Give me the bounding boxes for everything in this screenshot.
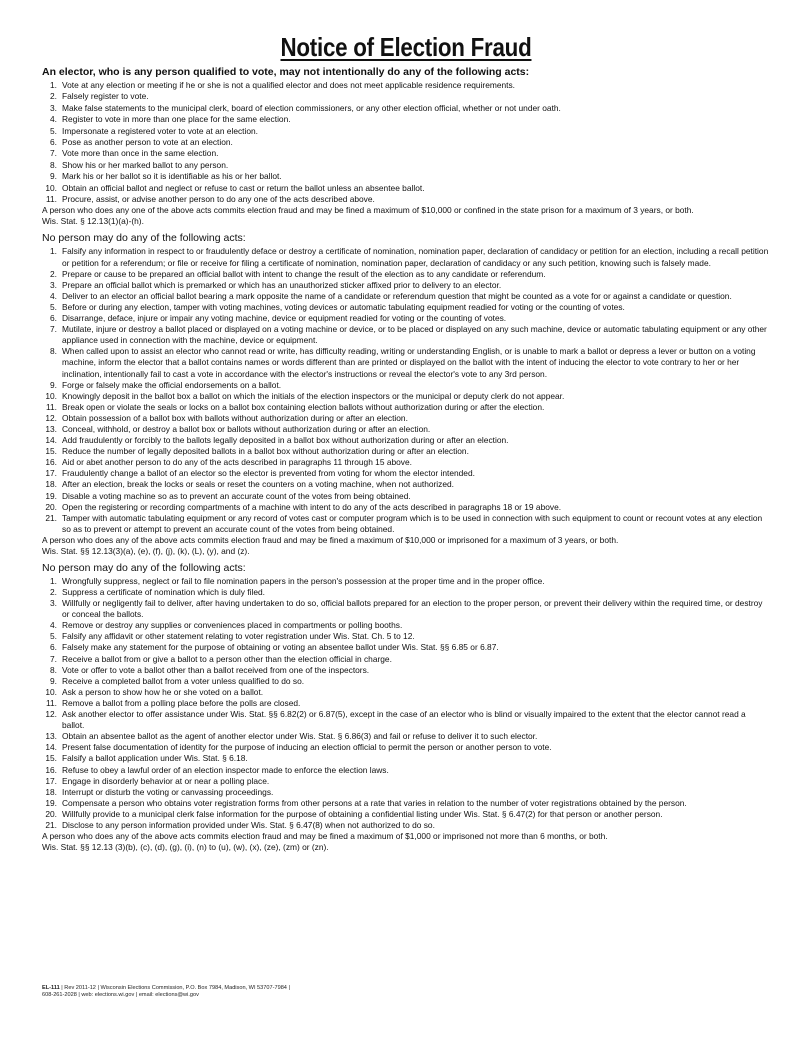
list-item (42, 502, 770, 513)
list-item-number: 10. (45, 182, 57, 193)
list-item-number: 3. (50, 598, 57, 609)
list-item-number: 19. (45, 797, 57, 808)
list-item-text: Impersonate a registered voter to vote at an election. (62, 125, 258, 136)
list-item-text: Engage in disorderly behavior at or near a polling place. (62, 775, 270, 786)
list-item (42, 787, 770, 798)
list-item-number: 2. (50, 587, 57, 597)
list-item-number: 10. (45, 390, 57, 401)
list-item (42, 269, 770, 280)
list-item (42, 479, 770, 490)
list-item-number: 9. (50, 675, 57, 686)
list-item-number: 13. (45, 731, 57, 742)
list-item-number: 7. (50, 653, 57, 664)
section-electors-list (42, 80, 770, 205)
list-item (42, 148, 770, 159)
list-item-text: Knowingly deposit in the ballot box a ballot on which the initials of the election inspectors or the municipal or deputy clerk do not appear. (62, 390, 565, 401)
list-item-number: 12. (45, 412, 57, 423)
list-item-text: Ask a person to show how he or she voted on a ballot. (62, 686, 264, 697)
list-item (42, 160, 770, 171)
section-persons-1-heading: No person may do any of the following acts: (42, 232, 246, 245)
list-item-number: 3. (50, 279, 57, 290)
list-item-number: 13. (45, 423, 57, 434)
list-item-text: Obtain an official ballot and neglect or refuse to cast or return the ballot unless an absentee ballot. (62, 182, 425, 193)
form-id: EL-111 (42, 985, 60, 991)
list-item (42, 731, 770, 742)
list-item (42, 654, 770, 665)
list-item-text: Falsify a ballot application under Wis. Stat. § 6.18. (62, 753, 248, 764)
list-item-number: 3. (50, 102, 57, 113)
list-item-text: Receive a ballot from or give a ballot to a person other than the election official in charge. (62, 653, 392, 664)
list-item-number: 17. (45, 468, 57, 479)
list-item (42, 687, 770, 698)
section-persons-2-penalty: A person who does any of the above acts commits election fraud and may be fined a maximum of $1,000 or imprisoned not more than 6 months, or both. (42, 831, 608, 842)
section-persons-1-statute: Wis. Stat. §§ 12.13(3)(a), (e), (f), (j), (k), (L), (y), and (z). (42, 545, 250, 556)
list-item (42, 809, 770, 820)
list-item (42, 413, 770, 424)
list-item-number: 8. (50, 346, 57, 357)
list-item-text: Make false statements to the municipal clerk, board of election commissioners, or any other election official, whether or not under oath. (62, 102, 561, 113)
list-item (42, 391, 770, 402)
list-item-text: Remove a ballot from a polling place before the polls are closed. (62, 697, 301, 708)
list-item (42, 313, 770, 324)
list-item-text: Add fraudulently or forcibly to the ballots legally deposited in a ballot box without authorization during or after an election. (62, 435, 509, 446)
list-item-number: 16. (45, 764, 57, 775)
list-item-number: 20. (45, 808, 57, 819)
list-item-text: Tamper with automatic tabulating equipment or any record of votes cast or computer program which is to be used in connection with such equipment to count or recount votes at any election so as to prevent or attempt to prevent an accurate count of the votes from being obtained. (62, 512, 763, 534)
list-item-text: Present false documentation of identity for the purpose of inducing an election official to permit the person or another person to vote. (62, 742, 552, 753)
list-item-text: Suppress a certificate of nomination which is duly filed. (62, 587, 265, 597)
list-item-text: Open the registering or recording compartments of a machine with intent to do any of the acts described in paragraphs 18 or 19 above. (62, 501, 562, 512)
list-item-number: 1. (50, 80, 57, 90)
list-item-number: 8. (50, 159, 57, 170)
list-item (42, 171, 770, 182)
list-item (42, 446, 770, 457)
list-item-text: Ask another elector to offer assistance under Wis. Stat. §§ 6.82(2) or 6.87(5), except in the case of an elector who is blind or visually impaired to the extent that the elector cannot read a ballot. (62, 709, 746, 731)
section-persons-1-penalty: A person who does any of the above acts commits election fraud and may be fined a maximum of $10,000 or imprisoned for a maximum of 3 years, or both. (42, 534, 619, 545)
list-item (42, 380, 770, 391)
list-item-text: Aid or abet another person to do any of the acts described in paragraphs 11 through 15 above. (62, 457, 412, 468)
list-item-number: 11. (45, 194, 57, 205)
list-item (42, 587, 770, 598)
list-item (42, 194, 770, 205)
list-item-text: Vote or offer to vote a ballot other than a ballot received from one of the inspectors. (62, 664, 370, 675)
list-item-text: Falsify any affidavit or other statement relating to voter registration under Wis. Stat. Ch. 5 to 12. (62, 631, 415, 642)
section-persons-2-statute: Wis. Stat. §§ 12.13 (3)(b), (c), (d), (g), (i), (n) to (u), (w), (x), (ze), (zm) or (zn). (42, 842, 329, 853)
list-item (42, 642, 770, 653)
list-item (42, 468, 770, 479)
list-item-text: Remove or destroy any supplies or conveniences placed in compartments or polling booths. (62, 620, 403, 631)
list-item (42, 457, 770, 468)
section-persons-2 (42, 562, 770, 853)
list-item-number: 18. (45, 786, 57, 797)
list-item-number: 6. (50, 313, 57, 324)
list-item-number: 4. (50, 290, 57, 301)
list-item (42, 576, 770, 587)
list-item-text: Fraudulently change a ballot of an elector so the elector is prevented from voting for whom the elector intended. (62, 468, 475, 479)
list-item-text: Before or during any election, tamper with voting machines, voting devices or automatic tabulating equipment readied for voting or the counting of votes. (62, 301, 625, 312)
section-electors (42, 66, 770, 227)
list-item (42, 665, 770, 676)
list-item (42, 598, 770, 620)
list-item-number: 6. (50, 642, 57, 653)
list-item-text: Reduce the number of legally deposited ballots in a ballot box without authorization during or after an election. (62, 446, 469, 457)
list-item-text: When called upon to assist an elector who cannot read or write, has difficulty reading, writing or understanding English, or is unable to mark a ballot or depress a lever or button on a voting machine, inform the elector that a ballot contains names or words different than are printed or displayed on the ballot with the intent of inducing the elector to vote contrary to her or her inclination, intentionally fail to cast a vote in accordance with the elector's instructions or reveal the elector's vote to any 3rd person. (62, 346, 756, 379)
list-item-number: 1. (50, 246, 57, 257)
list-item-number: 19. (45, 490, 57, 501)
list-item-number: 11. (45, 401, 57, 412)
list-item-number: 6. (50, 137, 57, 148)
list-item (42, 137, 770, 148)
list-item-text: Refuse to obey a lawful order of an election inspector made to enforce the election laws. (62, 764, 389, 775)
list-item-text: Willfully or negligently fail to deliver, after having undertaken to do so, official ballots prepared for an election to the proper person, or prevent their delivery within the required time, or destroy or conceal the ballots. (62, 598, 763, 620)
list-item-text: Mutilate, injure or destroy a ballot placed or displayed on a voting machine or device, or to be placed or displayed on any such machine, device or automatic tabulating equipment or any other appliance used in connection with the machine, device or equipment. (62, 324, 767, 346)
list-item (42, 631, 770, 642)
page-title: Notice of Election Fraud (280, 32, 532, 62)
list-item-text: Falsely register to vote. (62, 91, 149, 102)
list-item-number: 14. (45, 742, 57, 753)
list-item-text: Vote more than once in the same election. (62, 148, 219, 159)
list-item-number: 10. (45, 686, 57, 697)
list-item-text: Prepare an official ballot which is premarked or which has an unauthorized sticker affixed prior to delivery to an elector. (62, 279, 502, 290)
list-item-number: 1. (50, 575, 57, 586)
list-item (42, 820, 770, 831)
list-item-text: Conceal, withhold, or destroy a ballot box or ballots without authorization during or after an election. (62, 423, 431, 434)
list-item-text: Receive a completed ballot from a voter unless qualified to do so. (62, 675, 305, 686)
section-electors-heading: An elector, who is any person qualified to vote, may not intentionally do any of the following acts: (42, 66, 530, 78)
list-item-text: Pose as another person to vote at an election. (62, 137, 233, 148)
list-item-number: 7. (50, 148, 57, 159)
list-item (42, 80, 770, 91)
list-item (42, 698, 770, 709)
footer-line-1: | Rev 2011-12 | Wisconsin Elections Commission, P.O. Box 7984, Madison, WI 53707-7984 | (61, 985, 290, 991)
list-item (42, 742, 770, 753)
section-persons-2-list (42, 576, 770, 831)
list-item-number: 9. (50, 171, 57, 182)
list-item-text: Procure, assist, or advise another person to do any one of the acts described above. (62, 194, 375, 205)
list-item-text: Show his or her marked ballot to any person. (62, 159, 229, 170)
list-item-text: Wrongfully suppress, neglect or fail to file nomination papers in the person's possession at the proper time and in the proper office. (62, 575, 545, 586)
list-item (42, 798, 770, 809)
list-item-text: Falsify any information in respect to or fraudulently deface or destroy a certificate of nomination, nomination paper, declaration of candidacy or petition for an election, including a recall petition or petition for a referendum; or file or receive for filing a certificate of nomination, nomination paper, declaration of candidacy or any such petition, knowing such is falsely made. (62, 246, 769, 268)
list-item (42, 103, 770, 114)
list-item-text: After an election, break the locks or seals or reset the counters on a voting machine, when not authorized. (62, 479, 454, 490)
list-item-number: 5. (50, 125, 57, 136)
list-item (42, 280, 770, 291)
list-item-number: 15. (45, 753, 57, 764)
list-item (42, 435, 770, 446)
form-footer (42, 985, 290, 1000)
list-item (42, 753, 770, 764)
list-item (42, 291, 770, 302)
list-item-number: 12. (45, 709, 57, 720)
list-item-number: 14. (45, 435, 57, 446)
list-item-text: Falsely make any statement for the purpose of obtaining or voting an absentee ballot under Wis. Stat. §§ 6.85 or 6.87. (62, 642, 499, 653)
list-item-number: 5. (50, 631, 57, 642)
list-item-text: Prepare or cause to be prepared an official ballot with intent to change the result of the election as to any candidate or referendum. (62, 268, 546, 279)
list-item-number: 20. (45, 501, 57, 512)
list-item (42, 676, 770, 687)
list-item-text: Disable a voting machine so as to prevent an accurate count of the votes from being obtained. (62, 490, 411, 501)
list-item (42, 620, 770, 631)
list-item (42, 491, 770, 502)
list-item (42, 91, 770, 102)
list-item (42, 709, 770, 731)
list-item-number: 21. (45, 819, 57, 830)
list-item-text: Disarrange, deface, injure or impair any voting machine, device or equipment readied for voting or the counting of votes. (62, 313, 507, 324)
list-item-number: 17. (45, 775, 57, 786)
list-item-number: 4. (50, 114, 57, 125)
list-item-text: Register to vote in more than one place for the same election. (62, 114, 291, 125)
list-item-number: 2. (50, 91, 57, 102)
list-item-text: Compensate a person who obtains voter registration forms from other persons at a rate that varies in relation to the number of voter registrations obtained by the person. (62, 797, 687, 808)
list-item-number: 2. (50, 268, 57, 279)
section-persons-1 (42, 232, 770, 556)
section-persons-1-list (42, 246, 770, 534)
list-item (42, 424, 770, 435)
list-item (42, 126, 770, 137)
list-item (42, 346, 770, 379)
list-item-text: Willfully provide to a municipal clerk false information for the purpose of obtaining a confidential listing under Wis. Stat. § 6.47(2) for that person or another person. (62, 808, 663, 819)
list-item-number: 5. (50, 301, 57, 312)
section-persons-2-heading: No person may do any of the following acts: (42, 561, 246, 574)
list-item (42, 776, 770, 787)
list-item (42, 402, 770, 413)
list-item-text: Disclose to any person information provided under Wis. Stat. § 6.47(8) when not authorized to do so. (62, 819, 435, 830)
list-item-number: 8. (50, 664, 57, 675)
list-item-text: Deliver to an elector an official ballot bearing a mark opposite the name of a candidate or referendum question that might be counted as a vote for or against a candidate or question. (62, 290, 732, 301)
list-item-number: 4. (50, 620, 57, 631)
list-item-number: 11. (45, 697, 57, 708)
list-item-text: Obtain an absentee ballot as the agent of another elector under Wis. Stat. § 6.86(3) and fail or refuse to deliver it to such elector. (62, 731, 538, 742)
list-item (42, 183, 770, 194)
list-item-text: Obtain possession of a ballot box with ballots without authorization during or after an election. (62, 412, 408, 423)
list-item-number: 16. (45, 457, 57, 468)
list-item-number: 7. (50, 324, 57, 335)
section-electors-statute: Wis. Stat. § 12.13(1)(a)-(h). (42, 216, 144, 227)
list-item-text: Mark his or her ballot so it is identifiable as his or her ballot. (62, 171, 282, 182)
footer-line-2: 608-261-2028 | web: elections.wi.gov | email: elections@wi.gov (42, 992, 199, 999)
list-item (42, 302, 770, 313)
list-item (42, 513, 770, 535)
list-item-text: Interrupt or disturb the voting or canvassing proceedings. (62, 786, 274, 797)
list-item-number: 15. (45, 446, 57, 457)
list-item-text: Vote at any election or meeting if he or she is not a qualified elector and does not meet applicable residence requirements. (62, 80, 515, 90)
list-item (42, 765, 770, 776)
list-item (42, 114, 770, 125)
list-item (42, 324, 770, 346)
list-item-number: 21. (45, 512, 57, 523)
list-item (42, 246, 770, 268)
list-item-text: Break open or violate the seals or locks on a ballot box containing election ballots without authorization during or after the election. (62, 401, 545, 412)
list-item-number: 18. (45, 479, 57, 490)
list-item-number: 9. (50, 379, 57, 390)
section-electors-penalty: A person who does any one of the above acts commits election fraud and may be fined a maximum of $10,000 or confined in the state prison for a maximum of 3 years, or both. (42, 205, 694, 216)
list-item-text: Forge or falsely make the official endorsements on a ballot. (62, 379, 282, 390)
